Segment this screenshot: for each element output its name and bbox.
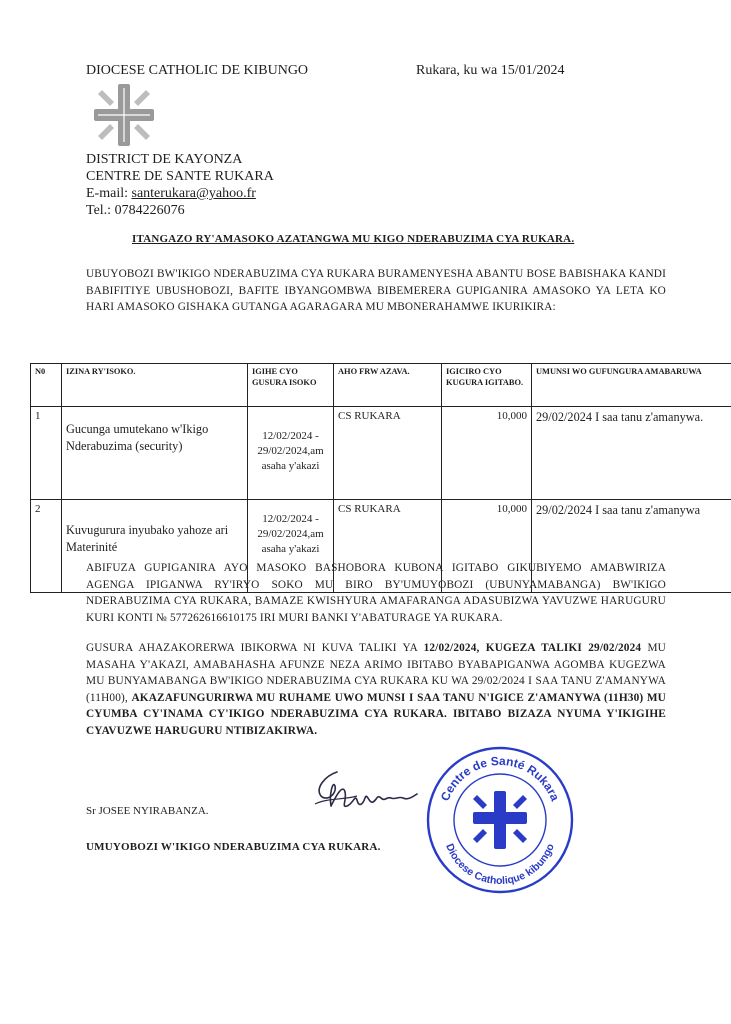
site-visit-paragraph [86, 640, 666, 739]
row-number: 1 [31, 407, 62, 500]
bidding-instructions-paragraph: ABIFUZA GUPIGANIRA AYO MASOKO BASHOBORA KUBONA IGITABO GIKUBIYEMO AMABWIRIZA AGENGA IPIGANWA RY'IRYO SOKO MU BIRO BY'UMUYOBOZI (UBUNYAMABANGA) BW'IKIGO NDERABUZIMA CYA RUKARA, BAMAZE KWISHYURA AMAFARANGA ADASUBIZWA YAVUZWE HARUGURU KURI KONTI № 577262616610175 IRI MURI BANKI Y'ABATURAGE YA RUKARA. [86, 562, 666, 624]
site-visit-text-c: MU MASAHA Y'AKAZI, AMABAHASHA AFUNZE NEZA ARIMO IBITABO BYABAPIGANWA AGOMBA KUGEZWA MU BUNYAMABANGA BW'IKIGO NDERABUZIMA CYA RUKARA KU WA 29/02/2024 I SAA TANU Z'AMANYWA (11H00), [86, 642, 666, 704]
signatory-title: UMUYOBOZI W'IKIGO NDERABUZIMA CYA RUKARA. [86, 841, 381, 853]
official-stamp [425, 745, 575, 895]
opening-date: 29/02/2024 I saa tanu z'amanywa [532, 500, 731, 593]
row-number: 2 [31, 500, 62, 593]
notice-title: ITANGAZO RY'AMASOKO AZATANGWA MU KIGO NDERABUZIMA CYA RUKARA. [132, 233, 575, 245]
handwritten-signature [307, 764, 437, 824]
table-row [31, 407, 731, 500]
funding-source: CS RUKARA [334, 407, 442, 500]
site-visit-text-a: GUSURA AHAZAKORERWA IBIKORWA NI KUVA TALIKI YA [86, 642, 424, 654]
tender-name: Kuvugurura inyubako yahoze ari Materinité [62, 500, 248, 593]
intro-paragraph: UBUYOBOZI BW'IKIGO NDERABUZIMA CYA RUKARA BURAMENYESHA ABANTU BOSE BABISHAKA KANDI BABIFITIYE UBUSHOBOZI, BAFITE IBYANGOMBWA BIBEMERERA GUPIGANIRA AMASOKO YA LETA KO HARI AMASOKO GISHAKA GUTANGA AGARAGARA MU MBONERAHAMWE IKURIKIRA: [86, 268, 666, 313]
col-header-number: N0 [31, 364, 62, 407]
opening-details: AKAZAFUNGURIRWA MU RUHAME UWO MUNSI I SAA TANU N'IGICE Z'AMANYWA (11H30) MU CYUMBA CY'INAMA CY'IKIGO NDERABUZIMA CYA RUKARA. IBITABO BIZAZA NYUMA Y'IKIGIHE CYAVUZWE HARUGURU NTIBIZAKIRWA. [86, 691, 666, 737]
signatory-name: Sr JOSEE NYIRABANZA. [86, 805, 209, 817]
funding-source: CS RUKARA [334, 500, 442, 593]
document-price: 10,000 [442, 500, 532, 593]
district-name: DISTRICT DE KAYONZA [86, 152, 243, 167]
table-header-row [31, 364, 731, 407]
caritas-cross-logo [92, 82, 156, 148]
tender-table [30, 363, 731, 593]
col-header-document-price: IGICIRO CYO KUGURA IGITABO. [442, 364, 532, 407]
place-date: Rukara, ku wa 15/01/2024 [416, 63, 565, 78]
stamp-cross-icon [473, 791, 527, 849]
col-header-funding-source: AHO FRW AZAVA. [334, 364, 442, 407]
stamp-bottom-text: Diocese Catholique kibungo [443, 841, 557, 888]
site-visit-dates: 12/02/2024, KUGEZA TALIKI 29/02/2024 [423, 642, 642, 654]
col-header-visit-period: IGIHE CYO GUSURA ISOKO [248, 364, 334, 407]
telephone: Tel.: 0784226076 [86, 203, 185, 218]
tender-name: Gucunga umutekano w'Ikigo Nderabuzima (security) [62, 407, 248, 500]
organization-name: DIOCESE CATHOLIC DE KIBUNGO [86, 63, 309, 78]
col-header-opening-date: UMUNSI WO GUFUNGURA AMABARUWA [532, 364, 731, 407]
centre-name: CENTRE DE SANTE RUKARA [86, 169, 274, 184]
visit-period: 12/02/2024 - 29/02/2024,am asaha y'akazi [248, 407, 334, 500]
stamp-top-text: Centre de Santé Rukara [437, 753, 563, 804]
col-header-tender-name: IZINA RY'ISOKO. [62, 364, 248, 407]
opening-date: 29/02/2024 I saa tanu z'amanywa. [532, 407, 731, 500]
document-price: 10,000 [442, 407, 532, 500]
email-line [86, 185, 256, 202]
email-link[interactable]: santerukara@yahoo.fr [131, 186, 256, 201]
visit-period: 12/02/2024 - 29/02/2024,am asaha y'akazi [248, 500, 334, 593]
email-label: E-mail: [86, 186, 132, 201]
